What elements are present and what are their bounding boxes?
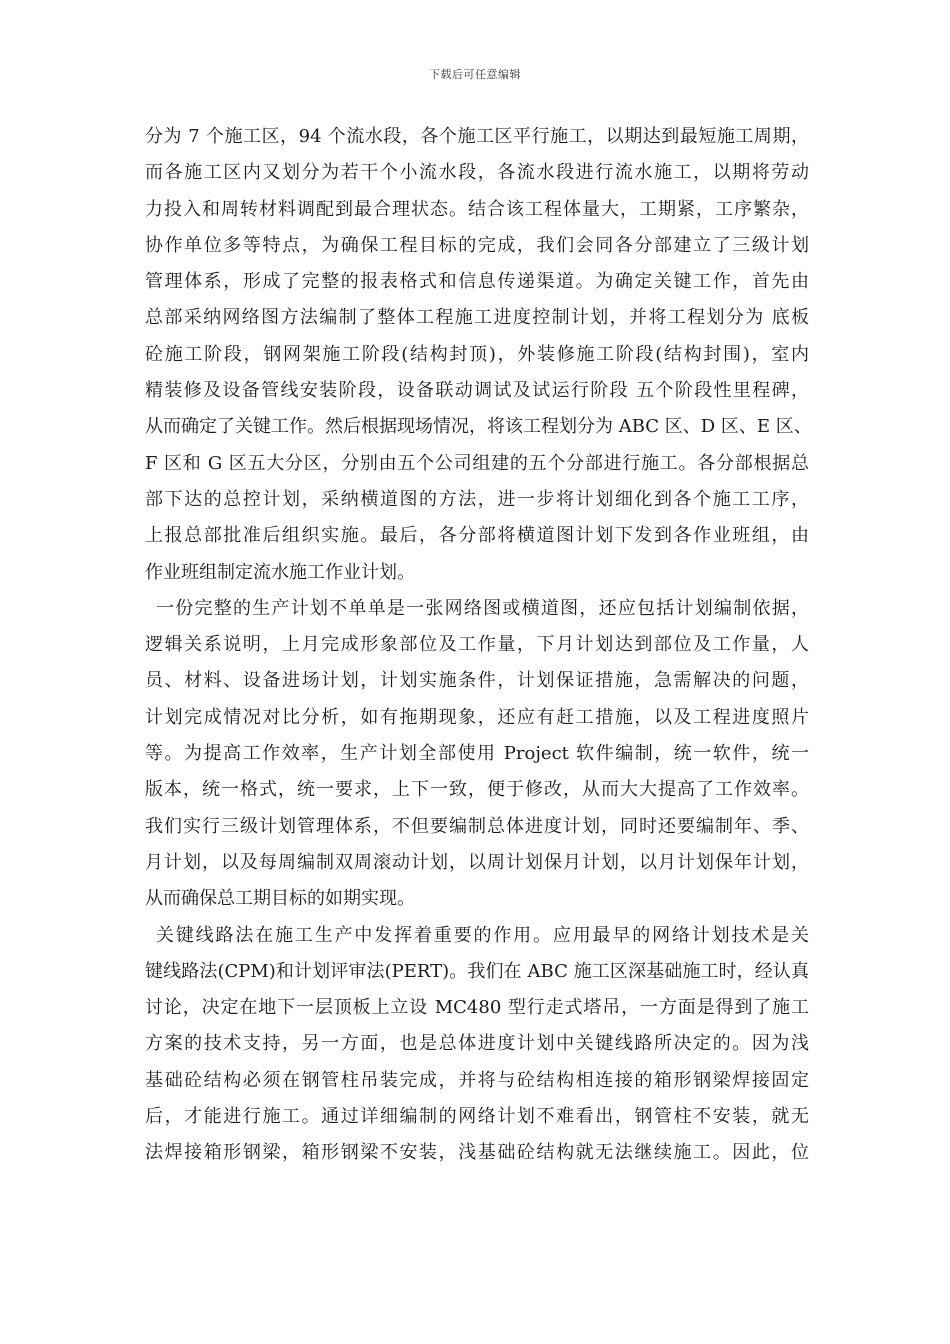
- text-line: 后，才能进行施工。通过详细编制的网络计划不难看出，钢管柱不安装，就无: [145, 1106, 809, 1128]
- page-header-note: 下载后可任意编辑: [429, 68, 521, 81]
- text-line: 等。为提高工作效率，生产计划全部使用 Project 软件编制，统一软件，统一: [145, 743, 809, 765]
- text-line: 砼施工阶段，钢网架施工阶段(结构封顶)，外装修施工阶段(结构封围)，室内: [145, 343, 809, 365]
- text-line: 法焊接箱形钢梁，箱形钢梁不安装，浅基础砼结构就无法继续施工。因此，位: [145, 1142, 809, 1164]
- text-line: 精装修及设备管线安装阶段，设备联动调试及试运行阶段 五个阶段性里程碑，: [145, 380, 809, 402]
- text-line: 总部采纳网络图方法编制了整体工程施工进度控制计划，并将工程划分为 底板: [145, 307, 809, 329]
- text-line: 部下达的总控计划，采纳横道图的方法，进一步将计划细化到各个施工工序，: [145, 488, 809, 510]
- document-body: [145, 119, 812, 1172]
- text-line: F 区和 G 区五大分区，分别由五个公司组建的五个分部进行施工。各分部根据总: [145, 452, 809, 474]
- text-line: 键线路法(CPM)和计划评审法(PERT)。我们在 ABC 施工区深基础施工时，经认真: [145, 960, 809, 982]
- text-line: 而各施工区内又划分为若干个小流水段，各流水段进行流水施工，以期将劳动: [145, 162, 809, 184]
- paragraph-3: [145, 918, 809, 1172]
- text-line: 方案的技术支持，另一方面，也是总体进度计划中关键线路所决定的。因为浅: [145, 1033, 809, 1055]
- text-line: 力投入和周转材料调配到最合理状态。结合该工程体量大，工期紧，工序繁杂，: [145, 198, 809, 220]
- text-line: 月计划，以及每周编制双周滚动计划，以周计划保月计划，以月计划保年计划，: [145, 851, 809, 873]
- text-line: 分为 7 个施工区，94 个流水段，各个施工区平行施工，以期达到最短施工周期，: [145, 126, 809, 147]
- paragraph-2: [145, 591, 809, 918]
- text-line: 基础砼结构必须在钢管柱吊装完成，并将与砼结构相连接的箱形钢梁焊接固定: [145, 1069, 809, 1091]
- text-line: 从而确保总工期目标的如期实现。: [145, 888, 415, 910]
- text-line: 关键线路法在施工生产中发挥着重要的作用。应用最早的网络计划技术是关: [156, 924, 809, 946]
- text-line: 从而确定了关键工作。然后根据现场情况，将该工程划分为 ABC 区、D 区、E 区、: [145, 416, 812, 438]
- text-line: 版本，统一格式，统一要求，上下一致，便于修改，从而大大提高了工作效率。: [145, 779, 809, 801]
- text-line: 管理体系，形成了完整的报表格式和信息传递渠道。为确定关键工作，首先由: [145, 271, 809, 293]
- text-line: 一份完整的生产计划不单单是一张网络图或横道图，还应包括计划编制依据，: [156, 597, 809, 619]
- paragraph-1: [145, 119, 812, 591]
- text-line: 逻辑关系说明，上月完成形象部位及工作量，下月计划达到部位及工作量，人: [145, 634, 809, 656]
- text-line: 计划完成情况对比分析，如有拖期现象，还应有赶工措施，以及工程进度照片: [145, 706, 809, 728]
- text-line: 作业班组制定流水施工作业计划。: [145, 561, 415, 583]
- text-line: 协作单位多等特点，为确保工程目标的完成，我们会同各分部建立了三级计划: [145, 234, 809, 256]
- text-line: 讨论，决定在地下一层顶板上立设 MC480 型行走式塔吊，一方面是得到了施工: [145, 997, 809, 1019]
- text-line: 员、材料、设备进场计划，计划实施条件，计划保证措施，急需解决的问题，: [145, 670, 809, 692]
- text-line: 我们实行三级计划管理体系，不但要编制总体进度计划，同时还要编制年、季、: [145, 815, 809, 837]
- text-line: 上报总部批准后组织实施。最后，各分部将横道图计划下发到各作业班组，由: [145, 525, 809, 547]
